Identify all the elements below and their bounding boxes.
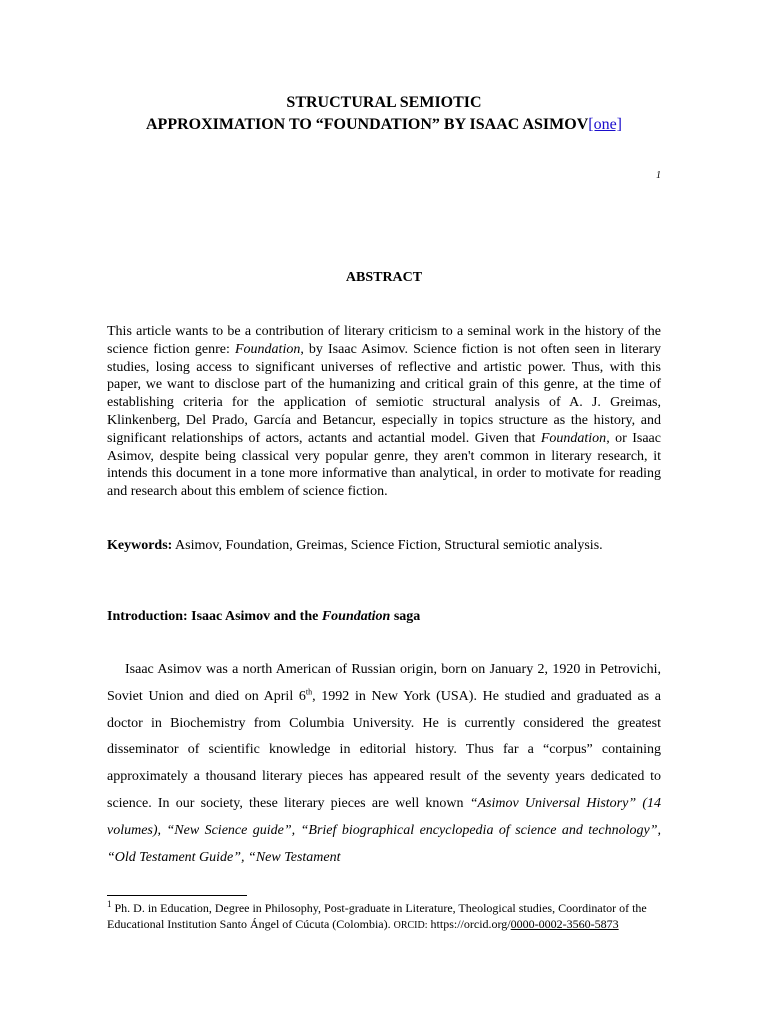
footnote-link[interactable]: [one]: [588, 116, 623, 133]
footnote-marker: 1: [656, 170, 661, 181]
body-part-1: Isaac Asimov was a north American of Russian origin, born on January 2, 1920 in Petrovichi, Soviet Union and died on April 6: [107, 662, 661, 704]
abstract-part-1: This article wants to be a contribution of literary criticism to a seminal work in the history of the science fiction genre:: [107, 324, 661, 357]
footnote-divider: [107, 895, 247, 896]
section-heading-italic: Foundation: [321, 609, 391, 624]
keywords-label: Keywords:: [107, 538, 173, 553]
section-heading-part-1: Introduction: Isaac Asimov and the: [107, 609, 322, 624]
keywords-text: Asimov, Foundation, Greimas, Science Fiction, Structural semiotic analysis.: [172, 538, 603, 553]
body-part-2: , 1992 in New York (USA). He studied and graduated as a doctor in Biochemistry from Columbia University. He is currently considered the greatest disseminator of scientific knowledge in editorial history. Thus far a “corpus” containing approximately a thousand literary pieces has appeared result of the seventy years dedicated to science. In our society, these literary pieces are well known: [107, 688, 661, 811]
abstract-part-2: , by Isaac Asimov. Science fiction is not often seen in literary studies, losing access to significant universes of reflective and artistic power. Thus, with this paper, we want to disclose part of the humanizing and critical grain of this genre, at the time of establishing criteria for the application of semiotic structural analysis of A. J. Greimas, Klinkenberg, Del Prado, García and Betancur, especially in topics structure as the history, and significant relationships of actors, actants and actantial model. Given that: [107, 341, 662, 446]
orcid-id[interactable]: 0000-0002-3560-5873: [510, 917, 619, 931]
abstract-italic-1: Foundation: [235, 341, 301, 357]
orcid-label: ORCID:: [393, 920, 428, 931]
abstract-part-3: , or Isaac Asimov, despite being classical very popular genre, they aren't common in literary research, it intends this document in a tone more informative than analytical, in order to motivate for reading and research about this emblem of science fiction.: [107, 430, 661, 500]
abstract-italic-2: Foundation: [540, 430, 607, 446]
footnote: [107, 900, 661, 934]
paper-title: [107, 92, 661, 136]
keywords: [107, 538, 661, 554]
title-line-1: STRUCTURAL SEMIOTIC: [286, 94, 482, 111]
body-paragraph: [107, 657, 661, 871]
footnote-text: Ph. D. in Education, Degree in Philosophy, Post-graduate in Literature, Theological studies, Coordinator of the Educational Institution Santo Ángel of Cúcuta (Colombia).: [107, 901, 647, 931]
title-line-2-text: APPROXIMATION TO “FOUNDATION” BY ISAAC ASIMOV: [145, 116, 589, 133]
abstract-heading: ABSTRACT: [345, 270, 423, 285]
title-line-2: [107, 114, 661, 136]
body-italic-titles: “Asimov Universal History” (14 volumes), “New Science guide”, “Brief biographical encyclopedia of science and technology”, “Old Testament Guide”, “New Testament: [107, 795, 661, 865]
footnote-number: 1: [107, 899, 112, 909]
ordinal-suffix: th: [305, 687, 313, 697]
document-page: [107, 0, 661, 1024]
section-heading: [107, 609, 661, 625]
section-heading-part-2: saga: [390, 609, 421, 624]
abstract-text: [107, 323, 661, 501]
orcid-url[interactable]: https://orcid.org/: [427, 917, 511, 931]
